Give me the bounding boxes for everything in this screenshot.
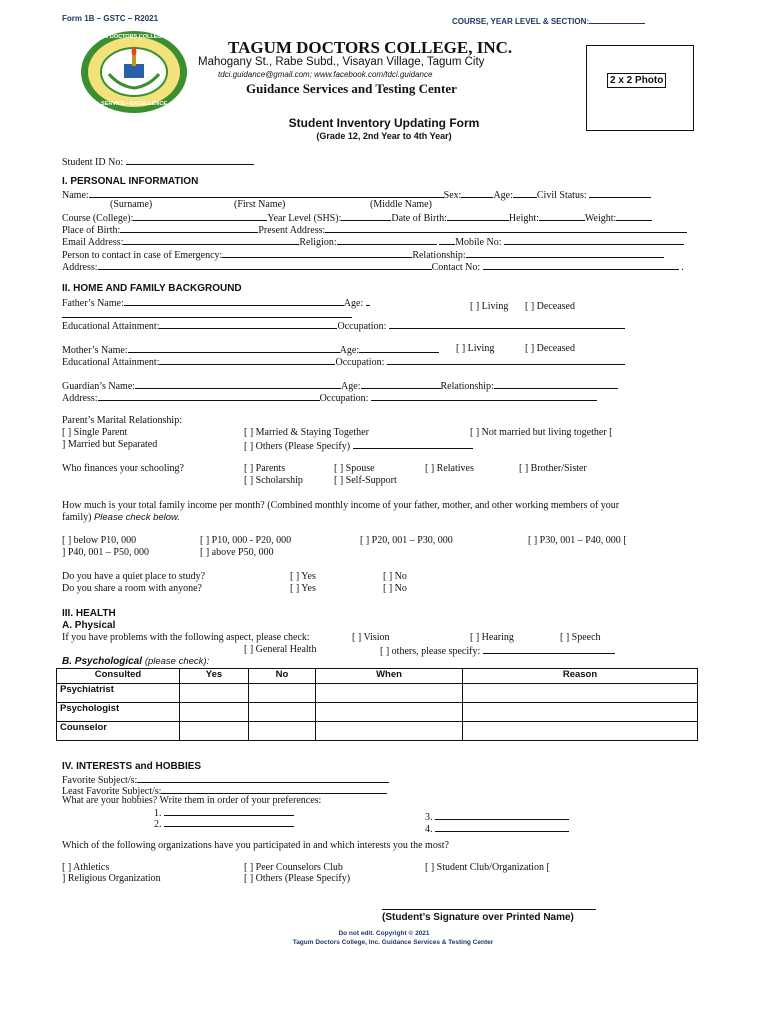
- col-yes: Yes: [180, 669, 249, 684]
- surname-hint: (Surname): [110, 199, 153, 210]
- income-question: How much is your total family income per month? (Combined monthly income of your father, mother, and other working members of your: [62, 500, 620, 511]
- hobby-1-field[interactable]: [164, 806, 294, 816]
- favorite-subject-field[interactable]: [137, 773, 389, 783]
- counselor-reason-cell[interactable]: [463, 722, 698, 741]
- psychological-subtitle: B. Psychological (please check):: [62, 656, 210, 667]
- marital-married-option[interactable]: [ ] Married & Staying Together: [244, 427, 369, 438]
- student-id-field[interactable]: [126, 155, 254, 165]
- vision-option[interactable]: [ ] Vision: [352, 632, 390, 643]
- income-20k-30k[interactable]: [ ] P20, 001 – P30, 000: [360, 535, 453, 546]
- emergency-row: Person to contact in case of Emergency: Relationship:: [62, 248, 664, 261]
- footer-copyright: Do not edit. Copyright © 2021: [338, 930, 430, 937]
- sex-field[interactable]: [461, 188, 493, 198]
- father-living-checkbox[interactable]: [ ] Living: [470, 301, 509, 312]
- table-row: [57, 703, 698, 722]
- least-favorite-field[interactable]: [161, 784, 387, 794]
- mother-row: Mother’s Name: Age:: [62, 343, 439, 356]
- marital-single-option[interactable]: [ ] Single Parent: [62, 427, 128, 438]
- row-counselor: Counselor: [57, 722, 180, 741]
- col-when: When: [316, 669, 463, 684]
- section-health-title: III. HEALTH: [62, 608, 116, 619]
- psychologist-no-cell[interactable]: [249, 703, 316, 722]
- emergency-address-field[interactable]: [98, 260, 432, 270]
- finance-parents-option[interactable]: [ ] Parents: [244, 463, 286, 474]
- father-deceased-checkbox[interactable]: [ ] Deceased: [525, 301, 575, 312]
- email-row: Email Address: Religion: Mobile No:: [62, 235, 684, 248]
- col-consulted: Consulted: [57, 669, 180, 684]
- father-educ-field[interactable]: [159, 319, 337, 329]
- org-others-option[interactable]: [ ] Others (Please Specify): [244, 873, 351, 884]
- share-room-question: Do you share a room with anyone?: [62, 583, 202, 594]
- income-10k-20k[interactable]: [ ] P10, 000 - P20, 000: [200, 535, 292, 546]
- emergency-relationship-field[interactable]: [466, 248, 664, 258]
- psychologist-reason-cell[interactable]: [463, 703, 698, 722]
- guardian-address-row: Address: Occupation:: [62, 391, 597, 404]
- guardian-name-field[interactable]: [135, 379, 341, 389]
- table-row: [57, 722, 698, 741]
- emergency-contact-field[interactable]: [222, 248, 412, 258]
- counselor-when-cell[interactable]: [316, 722, 463, 741]
- col-no: No: [249, 669, 316, 684]
- form-title: Student Inventory Updating Form: [288, 116, 480, 130]
- father-name-field[interactable]: [124, 296, 344, 306]
- marital-others-field[interactable]: [353, 439, 473, 449]
- signature-label: (Student’s Signature over Printed Name): [382, 912, 574, 923]
- college-address: Mahogany St., Rabe Subd., Visayan Village, Tagum City: [198, 56, 485, 68]
- mother-educ-row: Educational Attainment: Occupation:: [62, 355, 625, 368]
- guardian-relationship-field[interactable]: [494, 379, 618, 389]
- speech-option[interactable]: [ ] Speech: [560, 632, 601, 643]
- footer-org: Tagum Doctors College, Inc. Guidance Services & Testing Center: [292, 939, 494, 946]
- mother-educ-field[interactable]: [159, 355, 335, 365]
- quiet-place-no[interactable]: [ ] No: [383, 571, 407, 582]
- others-health-option[interactable]: [ ] others, please specify:: [380, 644, 615, 657]
- marital-others-option[interactable]: [ ] Others (Please Specify): [244, 439, 473, 452]
- present-address-field[interactable]: [325, 223, 687, 233]
- finance-spouse-option[interactable]: [ ] Spouse: [334, 463, 375, 474]
- college-logo: TAGUM DOCTORS COLLEGE, INC. SERVICE • EXCELLENCE: [79, 30, 189, 115]
- form-subtitle: (Grade 12, 2nd Year to 4th Year): [316, 131, 452, 141]
- hobby-3-field[interactable]: [435, 810, 569, 820]
- share-room-no[interactable]: [ ] No: [383, 583, 407, 594]
- psychologist-yes-cell[interactable]: [180, 703, 249, 722]
- section-personal-title: I. PERSONAL INFORMATION: [62, 176, 199, 187]
- emergency-address-row: Address: Contact No: .: [62, 262, 684, 273]
- form-code: Form 1B – GSTC – R2021: [62, 14, 159, 23]
- psychiatrist-no-cell[interactable]: [249, 684, 316, 703]
- psychiatrist-when-cell[interactable]: [316, 684, 463, 703]
- mobile-field[interactable]: [504, 235, 684, 245]
- org-athletics-option[interactable]: [ ] Athletics: [62, 862, 110, 873]
- table-header-row: [57, 669, 698, 684]
- hobby-4-row: 4.: [425, 822, 569, 835]
- psychologist-when-cell[interactable]: [316, 703, 463, 722]
- table-row: [57, 684, 698, 703]
- physical-subtitle: A. Physical: [62, 620, 116, 631]
- organization-question: Which of the following organizations have you participated in and which interests you the most?: [62, 840, 449, 851]
- counselor-yes-cell[interactable]: [180, 722, 249, 741]
- course-row: Course (College): Year Level (SHS): Date of Birth: Height: Weight:: [62, 211, 652, 224]
- finance-relatives-option[interactable]: [ ] Relatives: [425, 463, 474, 474]
- father-age-field[interactable]: [366, 296, 370, 306]
- father-extra-line[interactable]: [62, 308, 352, 318]
- quiet-place-yes[interactable]: [ ] Yes: [290, 571, 316, 582]
- org-peer-counselors-option[interactable]: [ ] Peer Counselors Club: [244, 862, 343, 873]
- year-level-field[interactable]: [341, 211, 391, 221]
- finance-question: Who finances your schooling?: [62, 463, 184, 474]
- income-below-10k[interactable]: [ ] below P10, 000: [62, 535, 137, 546]
- college-name: TAGUM DOCTORS COLLEGE, INC.: [228, 38, 513, 57]
- hobby-1-row: 1.: [154, 806, 294, 819]
- father-row: Father’s Name: Age:: [62, 296, 370, 309]
- hobby-3-row: 3.: [425, 810, 569, 823]
- psychological-table: [56, 668, 698, 741]
- marital-separated-option[interactable]: ] Married but Separated: [62, 439, 158, 450]
- weight-field[interactable]: [616, 211, 652, 221]
- office-name: Guidance Services and Testing Center: [246, 81, 457, 96]
- email-field[interactable]: [123, 235, 299, 245]
- hobby-4-field[interactable]: [435, 822, 569, 832]
- birthplace-field[interactable]: [120, 223, 258, 233]
- father-occupation-field[interactable]: [389, 319, 625, 329]
- birthplace-row: Place of Birth: Present Address:: [62, 223, 687, 236]
- hobby-2-row: 2.: [154, 817, 294, 830]
- income-40k-50k[interactable]: ] P40, 001 – P50, 000: [62, 547, 149, 558]
- middlename-hint: (Middle Name): [370, 199, 432, 210]
- row-psychologist: Psychologist: [57, 703, 180, 722]
- quiet-place-question: Do you have a quiet place to study?: [62, 571, 206, 582]
- guardian-row: Guardian’s Name: Age: Relationship:: [62, 379, 618, 392]
- guardian-age-field[interactable]: [361, 379, 441, 389]
- finance-self-support-option[interactable]: [ ] Self-Support: [334, 475, 397, 486]
- general-health-option[interactable]: [ ] General Health: [244, 644, 317, 655]
- height-field[interactable]: [539, 211, 585, 221]
- hobby-2-field[interactable]: [164, 817, 294, 827]
- course-field[interactable]: [133, 211, 267, 221]
- religion-field[interactable]: [337, 235, 437, 245]
- mother-deceased-checkbox[interactable]: [ ] Deceased: [525, 343, 575, 354]
- section-family-title: II. HOME AND FAMILY BACKGROUND: [62, 283, 242, 294]
- college-contact: tdci.guidance@gmail.com; www.facebook.com/tdci.guidance: [218, 70, 433, 79]
- signature-line[interactable]: [382, 909, 596, 910]
- income-30k-40k[interactable]: [ ] P30, 001 – P40, 000 [: [528, 535, 627, 546]
- section-interests-title: IV. INTERESTS and HOBBIES: [62, 761, 202, 772]
- name-field[interactable]: [89, 188, 444, 198]
- mother-name-field[interactable]: [128, 343, 340, 353]
- favorite-subject-row: Favorite Subject/s:: [62, 773, 389, 786]
- guardian-address-field[interactable]: [98, 391, 320, 401]
- mother-age-field[interactable]: [359, 343, 439, 353]
- psychiatrist-yes-cell[interactable]: [180, 684, 249, 703]
- least-favorite-row: Least Favorite Subject/s:: [62, 784, 387, 797]
- birthdate-field[interactable]: [447, 211, 509, 221]
- mother-occupation-field[interactable]: [387, 355, 625, 365]
- student-id-row: Student ID No:: [62, 155, 254, 168]
- hobbies-question: What are your hobbies? Write them in order of your preferences:: [62, 795, 322, 806]
- hearing-option[interactable]: [ ] Hearing: [470, 632, 514, 643]
- physical-question: If you have problems with the following aspect, please check:: [62, 632, 310, 643]
- others-health-field[interactable]: [483, 644, 615, 654]
- row-psychiatrist: Psychiatrist: [57, 684, 180, 703]
- org-student-club-option[interactable]: [ ] Student Club/Organization [: [425, 862, 550, 873]
- civil-status-field[interactable]: [589, 188, 651, 198]
- finance-scholarship-option[interactable]: [ ] Scholarship: [244, 475, 303, 486]
- psychiatrist-reason-cell[interactable]: [463, 684, 698, 703]
- course-year-section-field[interactable]: [589, 14, 645, 24]
- photo-label: 2 x 2 Photo: [607, 73, 666, 88]
- marital-question: Parent’s Marital Relationship:: [62, 415, 182, 426]
- name-row: Name: Sex: Age: Civil Status:: [62, 188, 651, 201]
- marital-living-together-option[interactable]: [ ] Not married but living together [: [470, 427, 613, 438]
- counselor-no-cell[interactable]: [249, 722, 316, 741]
- guardian-occupation-field[interactable]: [371, 391, 597, 401]
- income-question-2: family) Please check below.: [62, 512, 181, 523]
- age-field[interactable]: [513, 188, 537, 198]
- finance-sibling-option[interactable]: [ ] Brother/Sister: [519, 463, 587, 474]
- income-above-50k[interactable]: [ ] above P50, 000: [200, 547, 274, 558]
- emergency-contact-no-field[interactable]: [483, 260, 679, 270]
- father-educ-row: Educational Attainment: Occupation:: [62, 319, 625, 332]
- mother-living-checkbox[interactable]: [ ] Living: [456, 343, 495, 354]
- org-religious-option[interactable]: ] Religious Organization: [62, 873, 161, 884]
- course-year-section-label: COURSE, YEAR LEVEL & SECTION:: [452, 14, 645, 26]
- col-reason: Reason: [463, 669, 698, 684]
- share-room-yes[interactable]: [ ] Yes: [290, 583, 316, 594]
- firstname-hint: (First Name): [234, 199, 286, 210]
